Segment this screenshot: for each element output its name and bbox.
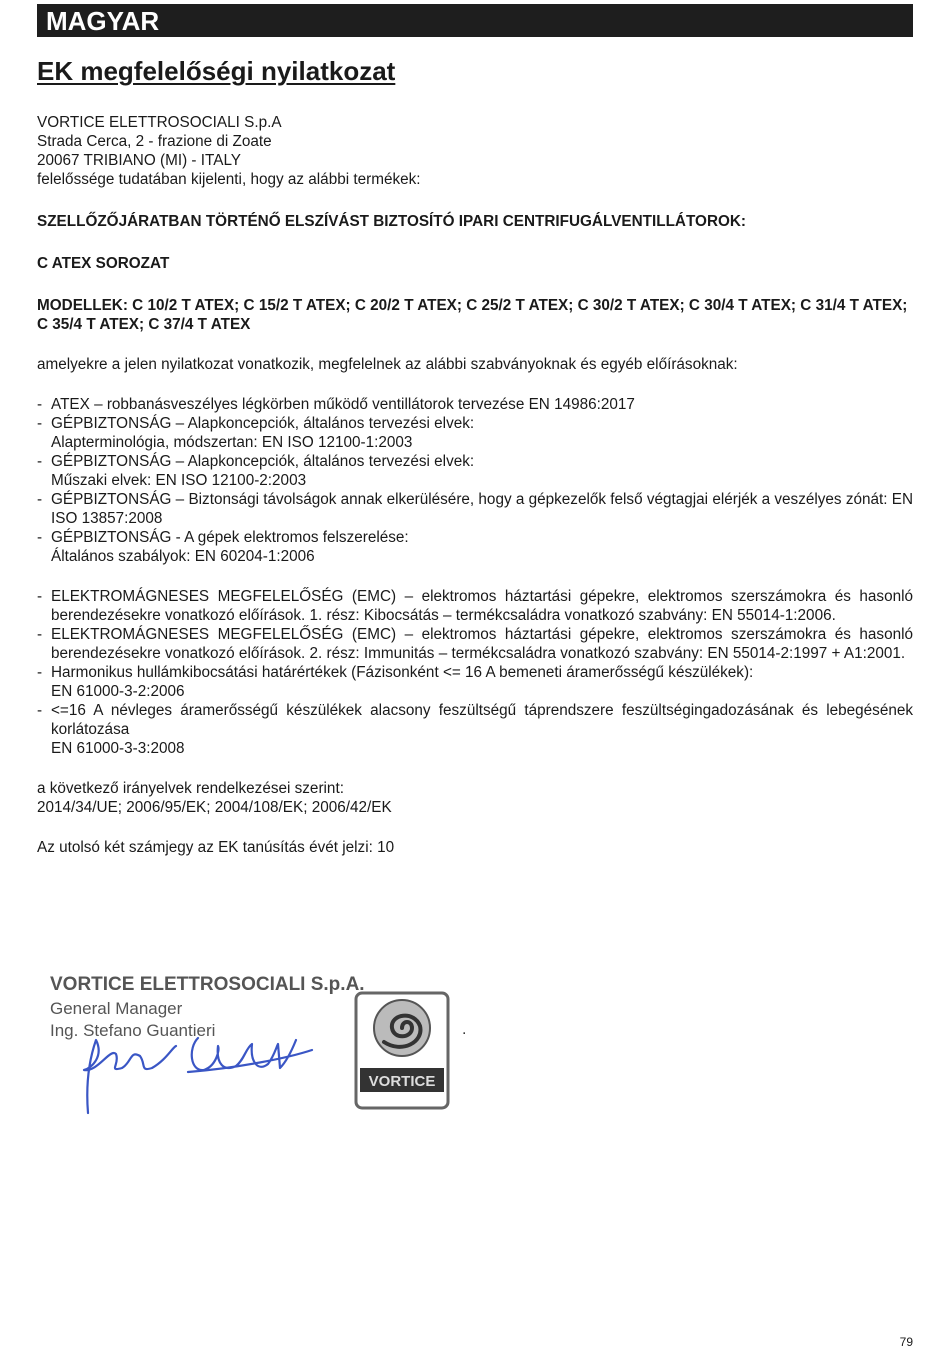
product-heading: SZELLŐZŐJÁRATBAN TÖRTÉNŐ ELSZÍVÁST BIZTOSÍTÓ IPARI CENTRIFUGÁLVENTILLÁTOROK: [37,213,747,230]
list-item-text: ATEX – robbanásveszélyes légkörben működő ventillátorok tervezése EN 14986:2017 [51,396,635,413]
signature-icon [84,1038,312,1113]
document-title: EK megfelelőségi nyilatkozat [37,56,396,86]
list-item-text: Alapterminológia, módszertan: EN ISO 12100-1:2003 [51,434,413,451]
list-item [37,490,913,528]
list-dash: - [37,588,43,605]
list-dash: - [37,702,43,719]
list-item-text: Műszaki elvek: EN ISO 12100-2:2003 [51,472,307,489]
list-dash: - [37,626,43,643]
list-item-text: Harmonikus hullámkibocsátási határértékek (Fázisonként <= 16 A bemeneti áramerősségű készülékek): [51,664,754,681]
list-item-text: <=16 A névleges áramerősségű készülékek alacsony feszültségű táprendszere feszültségingadozásának és lebegésének korlátozása [51,702,913,738]
list-item-text: GÉPBIZTONSÁG - A gépek elektromos felszerelése: [51,529,409,546]
list-item [37,528,913,566]
logo-text: VORTICE [368,1073,436,1090]
list-item-text: ELEKTROMÁGNESES MEGFELELŐSÉG (EMC) – elektromos háztartási gépekre, elektromos szerszámokra és hasonló berendezésekre vonatkozó előírások. 2. rész: Immunitás – termékcsaládra vonatkozó szabvány: EN 55014-2:1997 + A1:2001. [51,626,913,662]
conformity-statement: amelyekre a jelen nyilatkozat vonatkozik, megfelelnek az alábbi szabványoknak és egyéb előírásoknak: [37,356,738,373]
list-item-text: GÉPBIZTONSÁG – Biztonsági távolságok annak elkerülésére, hogy a gépkezelők felső végtagjai elérjék a veszélyes zónát: EN ISO 13857:2008 [51,491,913,527]
stamp-company-text: VORTICE ELETTROSOCIALI S.p.A. [50,974,365,995]
list-item-text: GÉPBIZTONSÁG – Alapkoncepciók, általános tervezési elvek: [51,415,475,432]
intro-text: felelőssége tudatában kijelenti, hogy az alábbi termékek: [37,171,421,188]
series-name: C ATEX SOROZAT [37,255,170,272]
list-item [37,663,913,701]
standards-list [37,395,913,566]
stamp-role-text: General Manager [50,999,183,1018]
year-note: Az utolsó két számjegy az EK tanúsítás évét jelzi: 10 [37,839,395,856]
list-item-text: EN 61000-3-3:2008 [51,740,185,757]
stamp-trailing-mark: . [462,1021,467,1038]
list-dash: - [37,664,43,681]
directives-intro: a következő irányelvek rendelkezései szerint: [37,780,344,797]
list-dash: - [37,415,43,432]
list-dash: - [37,491,43,508]
list-dash: - [37,396,43,413]
language-header [37,4,913,37]
list-item [37,625,913,663]
list-item-text: EN 61000-3-2:2006 [51,683,185,700]
list-item-text: GÉPBIZTONSÁG – Alapkoncepciók, általános tervezési elvek: [51,453,475,470]
list-item-text: ELEKTROMÁGNESES MEGFELELŐSÉG (EMC) – elektromos háztartási gépekre, elektromos szerszámokra és hasonló berendezésekre vonatkozó előírások. 1. rész: Kibocsátás – termékcsaládra vonatkozó szabvány: EN 55014-1:2006. [51,588,913,624]
company-name: VORTICE ELETTROSOCIALI S.p.A [37,114,282,131]
list-item [37,701,913,758]
company-address-line-2: 20067 TRIBIANO (MI) - ITALY [37,152,242,169]
list-item [37,414,913,452]
company-stamp [48,968,468,1118]
list-item [37,395,913,414]
stamp-graphic [48,968,468,1118]
list-dash: - [37,529,43,546]
emc-standards-list [37,587,913,758]
list-item-text: Általános szabályok: EN 60204-1:2006 [51,548,315,565]
directives-list: 2014/34/UE; 2006/95/EK; 2004/108/EK; 2006/42/EK [37,799,392,816]
stamp-person-text: Ing. Stefano Guantieri [50,1021,216,1040]
list-item [37,452,913,490]
models-list: MODELLEK: C 10/2 T ATEX; C 15/2 T ATEX; C 20/2 T ATEX; C 25/2 T ATEX; C 30/2 T ATEX; C 30/4 T ATEX; C 31/4 T ATEX; C 35/4 T ATEX; C 37/4 T ATEX [37,297,908,333]
list-item [37,587,913,625]
vortice-logo-icon [356,993,448,1108]
list-dash: - [37,453,43,470]
company-address-line-1: Strada Cerca, 2 - frazione di Zoate [37,133,272,150]
declaration-body [37,113,913,857]
language-label: MAGYAR [46,6,160,36]
page-number: 79 [899,1335,913,1349]
